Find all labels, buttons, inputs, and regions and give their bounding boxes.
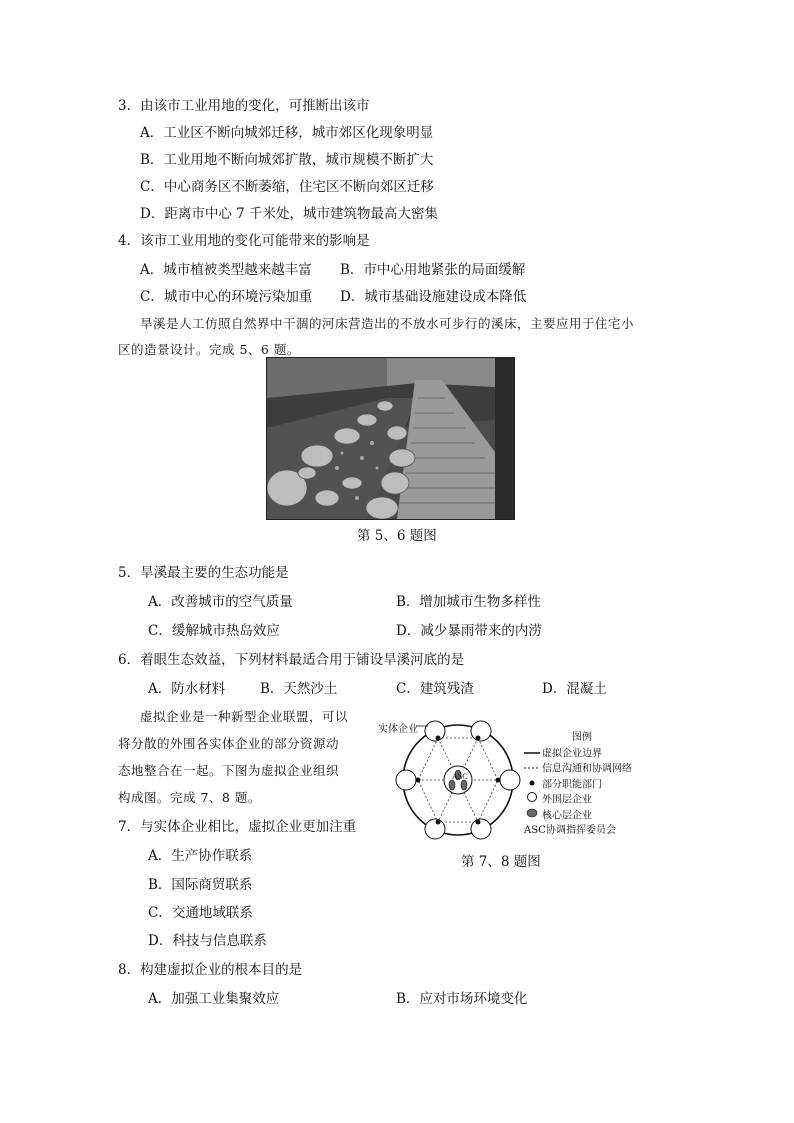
q5-option-d: D．减少暴雨带来的内涝 bbox=[396, 623, 542, 639]
q6-option-b: B．天然沙土 bbox=[260, 681, 338, 697]
intro-7-8-line1: 虚拟企业是一种新型企业联盟，可以 bbox=[140, 709, 349, 724]
entity-enterprise-label: 实体企业 bbox=[378, 724, 418, 735]
q5-stem: 5．旱溪最主要的生态功能是 bbox=[118, 565, 289, 581]
q3-option-d: D．距离市中心 7 千米处，城市建筑物最高大密集 bbox=[140, 206, 438, 222]
legend-boundary: 虚拟企业边界 bbox=[524, 746, 654, 762]
q8-option-b: B．应对市场环境变化 bbox=[396, 991, 528, 1007]
dashed-line-icon bbox=[524, 761, 542, 777]
open-circle-icon bbox=[524, 792, 542, 808]
q6-option-d: D．混凝土 bbox=[542, 681, 607, 697]
intro-7-8-line4: 构成图。完成 7、8 题。 bbox=[118, 790, 261, 805]
q4-option-b: B．市中心用地紧张的局面缓解 bbox=[340, 262, 526, 278]
intro-7-8-line3: 态地整合在一起。下图为虚拟企业组织 bbox=[118, 763, 340, 778]
q6-option-a: A．防水材料 bbox=[148, 681, 226, 697]
q3-option-c: C．中心商务区不断萎缩，住宅区不断向郊区迁移 bbox=[140, 179, 434, 195]
legend-asc: ASC协调指挥委员会 bbox=[524, 825, 616, 836]
q3-option-a: A．工业区不断向城郊迁移，城市郊区化现象明显 bbox=[140, 125, 434, 141]
dry-creek-photo-drawing bbox=[267, 358, 514, 519]
legend-core: 核心层企业 bbox=[524, 808, 654, 824]
q8-stem: 8．构建虚拟企业的根本目的是 bbox=[118, 962, 303, 978]
solid-line-icon bbox=[524, 746, 542, 762]
legend-departments: 部分职能部门 bbox=[524, 777, 654, 793]
q8-option-a: A．加强工业集聚效应 bbox=[148, 991, 280, 1007]
diagram-caption: 第 7、8 题图 bbox=[461, 854, 541, 870]
filled-ellipse-icon bbox=[524, 808, 542, 824]
q4-stem: 4．该市工业用地的变化可能带来的影响是 bbox=[118, 233, 370, 249]
q4-option-d: D．城市基础设施建设成本降低 bbox=[340, 289, 527, 305]
q4-option-c: C．城市中心的环境污染加重 bbox=[140, 289, 313, 305]
legend-network: 信息沟通和协调网络 bbox=[524, 761, 654, 777]
q7-option-a: A．生产协作联系 bbox=[148, 848, 253, 864]
photo-caption: 第 5、6 题图 bbox=[357, 528, 437, 544]
q3-stem: 3．由该市工业用地的变化，可推断出该市 bbox=[118, 98, 370, 114]
q5-option-b: B．增加城市生物多样性 bbox=[396, 594, 541, 610]
intro-5-6-line1: 旱溪是人工仿照自然界中干涸的河床营造出的不放水可步行的溪床，主要应用于住宅小 bbox=[140, 316, 635, 331]
q5-option-c: C．缓解城市热岛效应 bbox=[148, 623, 280, 639]
diagram-legend bbox=[524, 730, 654, 839]
legend-title: 图例 bbox=[572, 732, 592, 743]
legend-outer: 外围层企业 bbox=[524, 792, 654, 808]
dry-creek-photo bbox=[266, 357, 515, 520]
q3-option-b: B．工业用地不断向城郊扩散，城市规模不断扩大 bbox=[140, 152, 434, 168]
virtual-enterprise-drawing bbox=[378, 718, 528, 848]
intro-7-8-line2: 将分散的外围各实体企业的部分资源动 bbox=[118, 736, 340, 751]
q4-option-a: A．城市植被类型越来越丰富 bbox=[140, 262, 312, 278]
intro-5-6-line2: 区的造景设计。完成 5、6 题。 bbox=[118, 342, 300, 357]
q5-option-a: A．改善城市的空气质量 bbox=[148, 594, 293, 610]
q7-option-b: B．国际商贸联系 bbox=[148, 877, 253, 893]
q7-option-c: C．交通地域联系 bbox=[148, 905, 253, 921]
q6-stem: 6．着眼生态效益，下列材料最适合用于铺设旱溪河底的是 bbox=[118, 652, 465, 668]
dot-icon bbox=[524, 777, 542, 793]
q7-stem: 7．与实体企业相比，虚拟企业更加注重 bbox=[118, 819, 357, 835]
q7-option-d: D．科技与信息联系 bbox=[148, 933, 267, 949]
q6-option-c: C．建筑残渣 bbox=[396, 681, 474, 697]
asc-label: ASC bbox=[452, 772, 468, 781]
